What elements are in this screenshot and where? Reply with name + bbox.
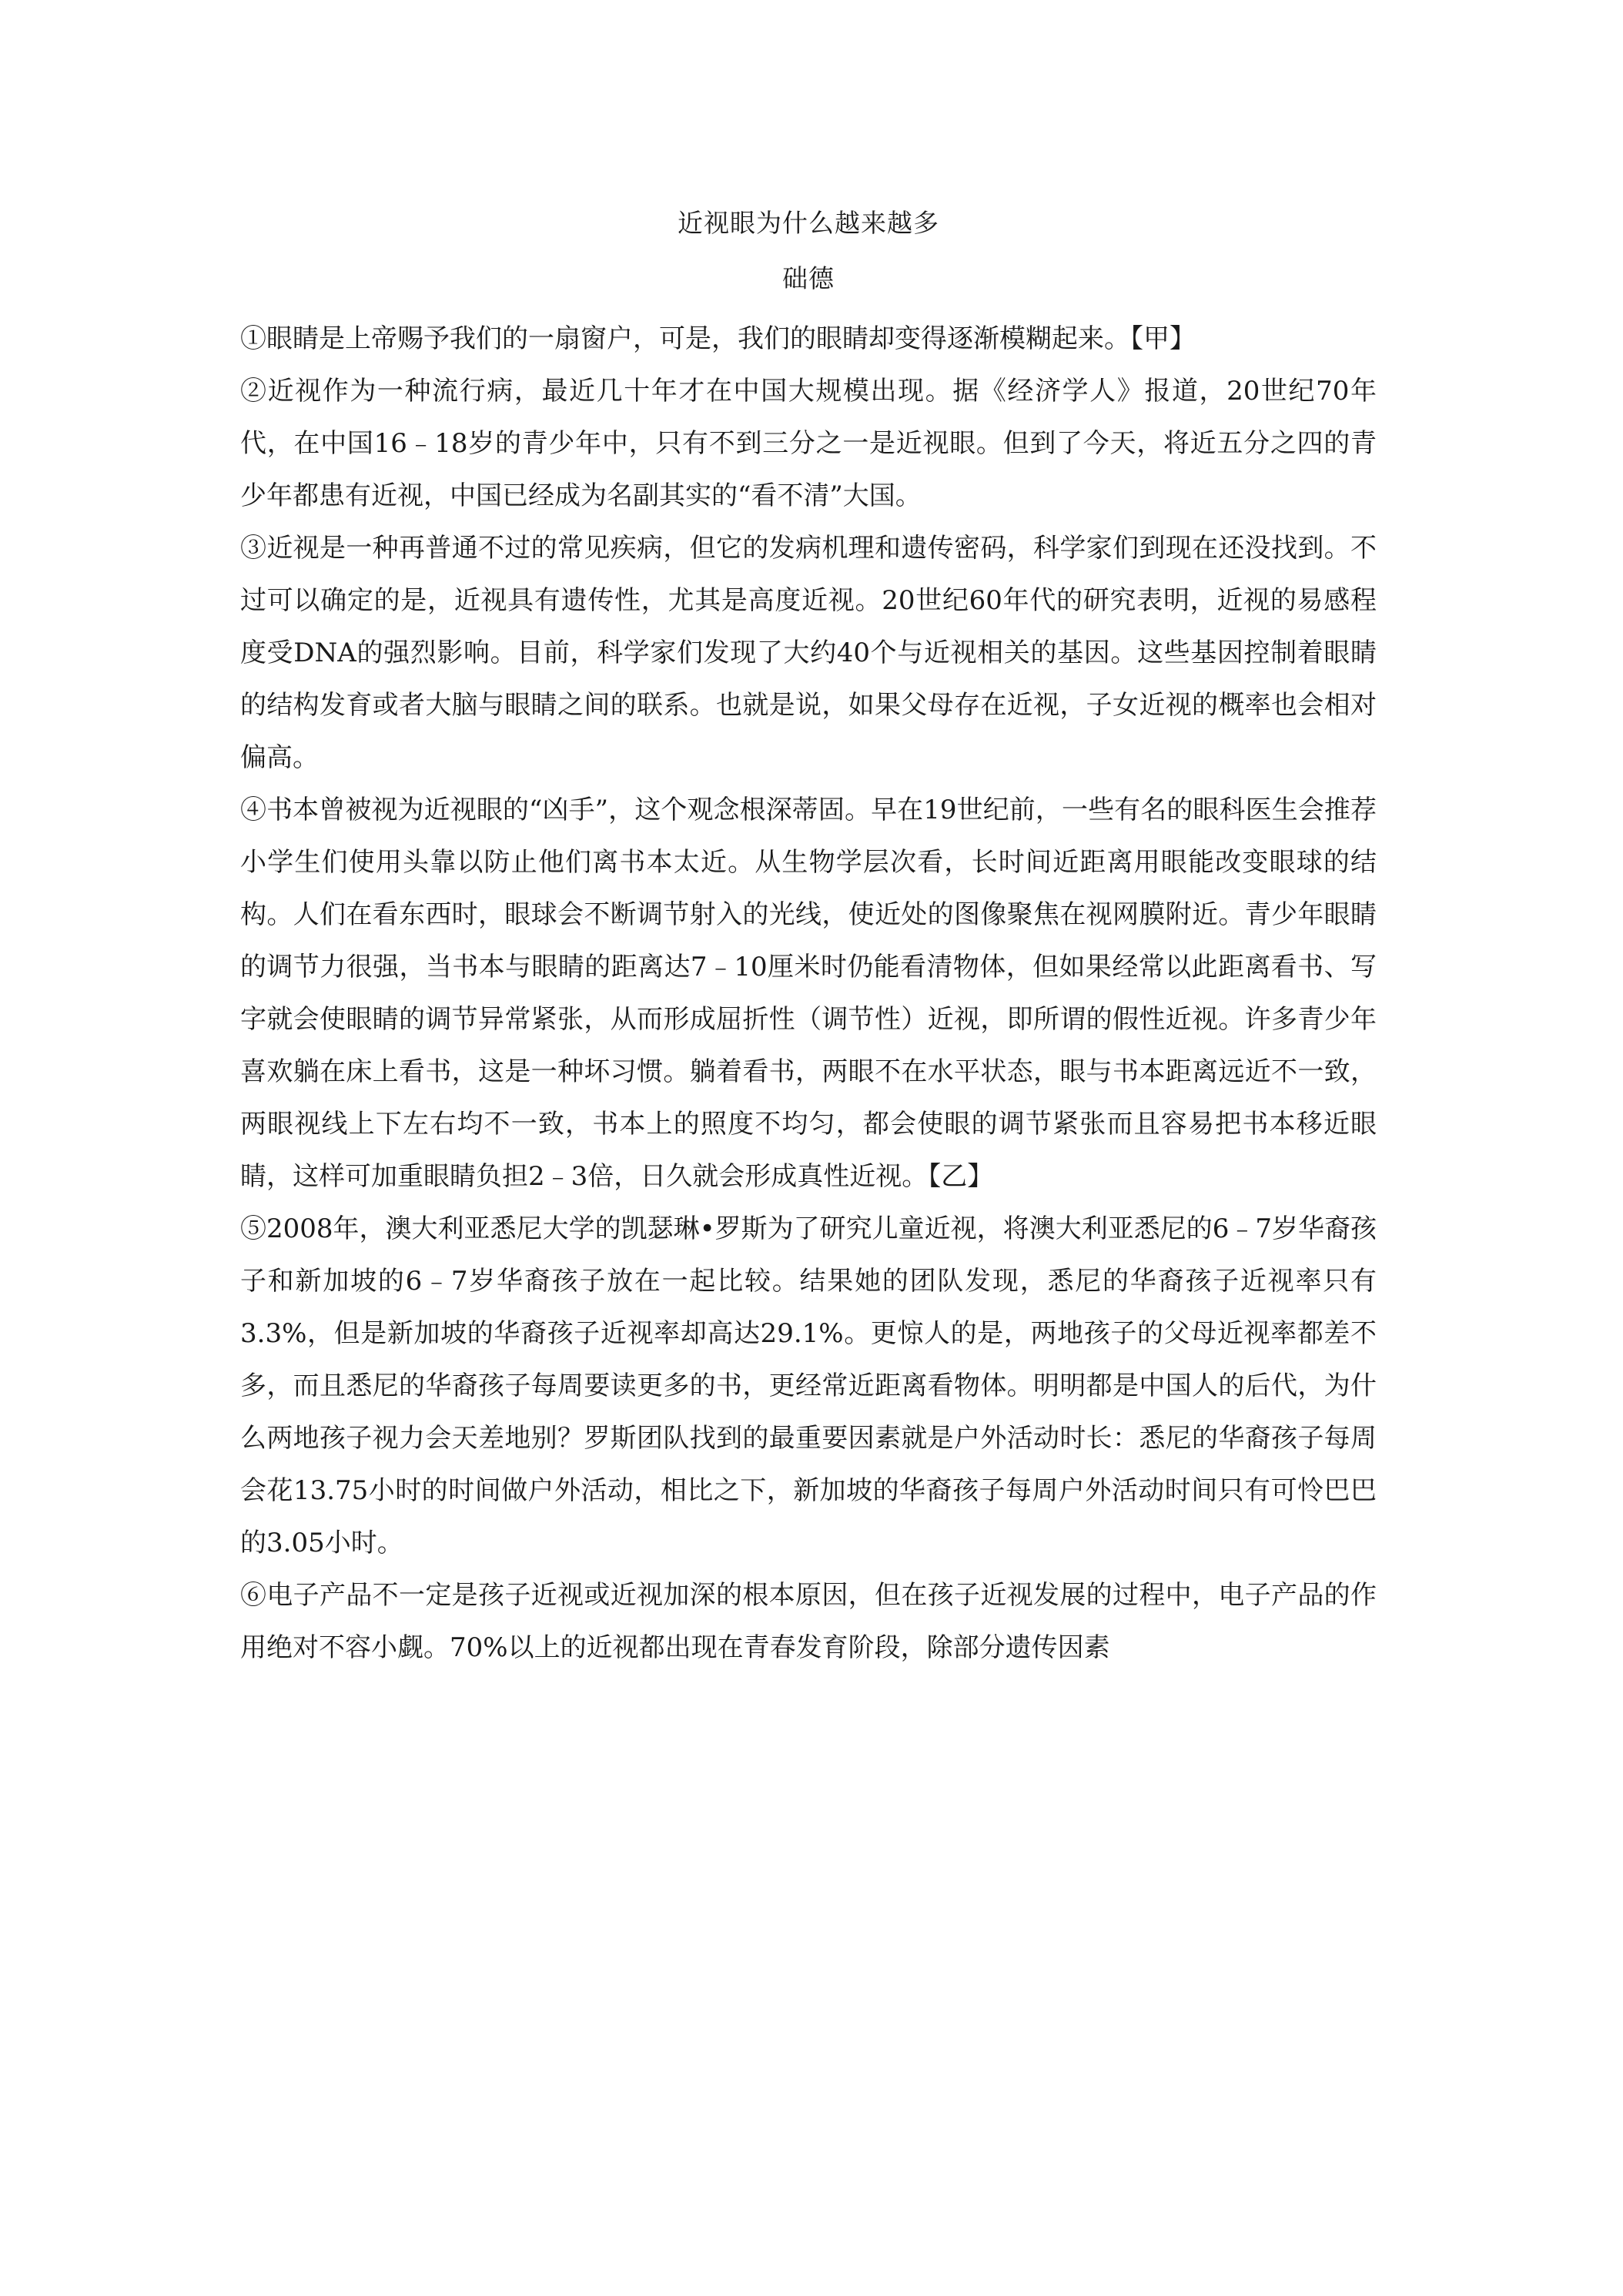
paragraph-5: ⑤2008年，澳大利亚悉尼大学的凯瑟琳•罗斯为了研究儿童近视，将澳大利亚悉尼的6﹣7岁华裔孩子和新加坡的6﹣7岁华裔孩子放在一起比较。结果她的团队发现，悉尼的华裔孩子近视率只有3.3%，但是新加坡的华裔孩子近视率却高达29.1%。更惊人的是，两地孩子的父母近视率都差不多，而且悉尼的华裔孩子每周要读更多的书，更经常近距离看物体。明明都是中国人的后代，为什么两地孩子视力会天差地别？罗斯团队找到的最重要因素就是户外活动时长：悉尼的华裔孩子每周会花13.75小时的时间做户外活动，相比之下，新加坡的华裔孩子每周户外活动时间只有可怜巴巴的3.05小时。 [240,1213,1377,1558]
paragraph-2: ②近视作为一种流行病，最近几十年才在中国大规模出现。据《经济学人》报道，20世纪70年代，在中国16﹣18岁的青少年中，只有不到三分之一是近视眼。但到了今天，将近五分之四的青少年都患有近视，中国已经成为名副其实的“看不清”大国。 [240,376,1377,511]
paragraph-6: ⑥电子产品不一定是孩子近视或近视加深的根本原因，但在孩子近视发展的过程中，电子产品的作用绝对不容小觑。70%以上的近视都出现在青春发育阶段，除部分遗传因素 [240,1580,1377,1663]
article-author: 础德 [782,263,835,293]
paragraph-3: ③近视是一种再普通不过的常见疾病，但它的发病机理和遗传密码，科学家们到现在还没找到。不过可以确定的是，近视具有遗传性，尤其是高度近视。20世纪60年代的研究表明，近视的易感程度受DNA的强烈影响。目前，科学家们发现了大约40个与近视相关的基因。这些基因控制着眼睛的结构发育或者大脑与眼睛之间的联系。也就是说，如果父母存在近视，子女近视的概率也会相对偏高。 [240,533,1377,773]
document-page [240,206,1377,1674]
paragraph-1: ①眼睛是上帝赐予我们的一扇窗户，可是，我们的眼睛却变得逐渐模糊起来。【甲】 [240,323,1196,354]
article-title: 近视眼为什么越来越多 [678,208,939,238]
paragraph-4: ④书本曾被视为近视眼的“凶手”，这个观念根深蒂固。早在19世纪前，一些有名的眼科医生会推荐小学生们使用头靠以防止他们离书本太近。从生物学层次看，长时间近距离用眼能改变眼球的结构。人们在看东西时，眼球会不断调节射入的光线，使近处的图像聚焦在视网膜附近。青少年眼睛的调节力很强，当书本与眼睛的距离达7﹣10厘米时仍能看清物体，但如果经常以此距离看书、写字就会使眼睛的调节异常紧张，从而形成屈折性（调节性）近视，即所谓的假性近视。许多青少年喜欢躺在床上看书，这是一种坏习惯。躺着看书，两眼不在水平状态，眼与书本距离远近不一致，两眼视线上下左右均不一致，书本上的照度不均匀，都会使眼的调节紧张而且容易把书本移近眼睛，这样可加重眼睛负担2﹣3倍，日久就会形成真性近视。【乙】 [240,795,1377,1192]
